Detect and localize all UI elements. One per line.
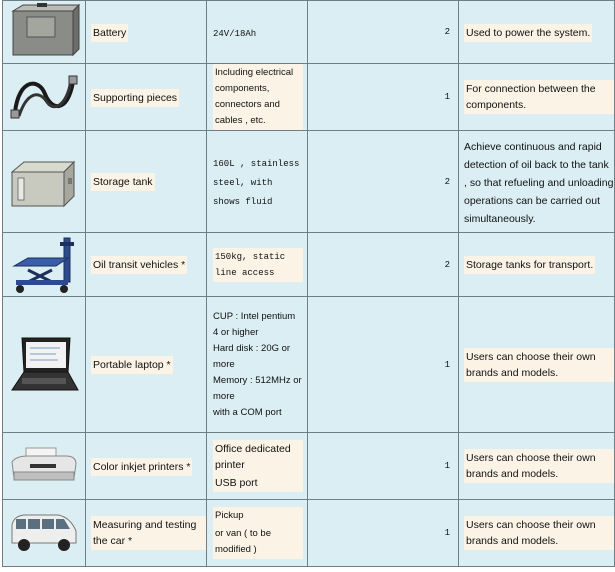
use-cell — [459, 131, 615, 233]
image-cell — [3, 500, 86, 567]
item-use: Users can choose their own brands and models. — [464, 516, 614, 550]
item-name: Color inkjet printers * — [91, 458, 192, 476]
spec-cell — [207, 233, 308, 297]
item-spec-line: Office dedicated printer — [213, 440, 303, 474]
item-name-cell — [86, 64, 207, 131]
qty-cell — [308, 297, 459, 433]
steel-tank-icon — [8, 152, 80, 212]
printer-icon — [8, 446, 80, 486]
van-icon — [8, 511, 80, 555]
item-qty: 1 — [444, 528, 450, 538]
item-name-cell — [86, 131, 207, 233]
image-cell — [3, 433, 86, 500]
item-qty: 1 — [444, 359, 450, 370]
item-spec: 150kg, static line access — [213, 248, 303, 282]
item-use: For connection between the components. — [464, 80, 614, 114]
qty-cell — [308, 64, 459, 131]
item-name-cell — [86, 297, 207, 433]
item-use: Used to power the system. — [464, 24, 592, 42]
image-cell — [3, 1, 86, 64]
item-use: Users can choose their own brands and models. — [464, 449, 614, 483]
item-name: Battery — [91, 24, 128, 42]
qty-cell — [308, 433, 459, 500]
item-qty: 1 — [444, 92, 450, 102]
battery-box-icon — [9, 3, 79, 61]
item-name: Measuring and testing the car * — [91, 516, 206, 550]
spec-cell — [207, 64, 308, 131]
table-row — [3, 297, 615, 433]
item-qty: 2 — [444, 176, 450, 187]
item-spec: 24V/18Ah — [213, 28, 257, 39]
table-row — [3, 1, 615, 64]
item-qty: 1 — [444, 461, 450, 471]
lift-cart-icon — [8, 236, 80, 294]
laptop-icon — [8, 334, 80, 396]
image-cell — [3, 64, 86, 131]
item-spec-line: Pickup — [213, 507, 303, 525]
image-cell — [3, 131, 86, 233]
spec-cell — [207, 131, 308, 233]
item-name: Storage tank — [91, 173, 155, 191]
item-spec-line: or van ( to be modified ) — [213, 525, 303, 559]
item-spec: 160L , stainless steel, with shows fluid — [213, 159, 300, 207]
item-use: Users can choose their own brands and models. — [464, 348, 614, 382]
spec-cell — [207, 297, 308, 433]
table-row — [3, 433, 615, 500]
qty-cell — [308, 500, 459, 567]
use-cell — [459, 297, 615, 433]
item-name-cell — [86, 500, 207, 567]
use-cell — [459, 1, 615, 64]
item-name: Portable laptop * — [91, 356, 173, 374]
image-cell — [3, 297, 86, 433]
cable-coil-icon — [9, 72, 79, 122]
use-cell — [459, 233, 615, 297]
table-row — [3, 233, 615, 297]
qty-cell — [308, 233, 459, 297]
use-cell — [459, 500, 615, 567]
item-name-cell — [86, 233, 207, 297]
table-row — [3, 64, 615, 131]
spec-cell — [207, 1, 308, 64]
use-cell — [459, 64, 615, 131]
item-qty: 2 — [444, 27, 450, 37]
item-qty: 2 — [444, 259, 450, 270]
item-name-cell — [86, 433, 207, 500]
item-use: Achieve continuous and rapid detection of oil back to the tank , so that refueling and unloading operations can be carried out simultaneously. — [464, 140, 614, 225]
image-cell — [3, 233, 86, 297]
item-spec-line: with a COM port — [213, 406, 282, 418]
item-spec-line: Memory : 512MHz or more — [213, 374, 302, 402]
item-spec-line: Hard disk : 20G or more — [213, 342, 291, 370]
equipment-table — [2, 0, 615, 567]
spec-cell — [207, 433, 308, 500]
item-spec-line: CUP : Intel pentium 4 or higher — [213, 310, 296, 338]
qty-cell — [308, 131, 459, 233]
spec-cell — [207, 500, 308, 567]
qty-cell — [308, 1, 459, 64]
table-row — [3, 131, 615, 233]
item-name: Supporting pieces — [91, 89, 179, 107]
item-name-cell — [86, 1, 207, 64]
use-cell — [459, 433, 615, 500]
item-name: Oil transit vehicles * — [91, 256, 187, 274]
table-row — [3, 500, 615, 567]
item-spec-line: USB port — [213, 474, 303, 492]
item-use: Storage tanks for transport. — [464, 256, 595, 274]
item-spec: Including electrical components, connectors and cables , etc. — [213, 64, 303, 130]
